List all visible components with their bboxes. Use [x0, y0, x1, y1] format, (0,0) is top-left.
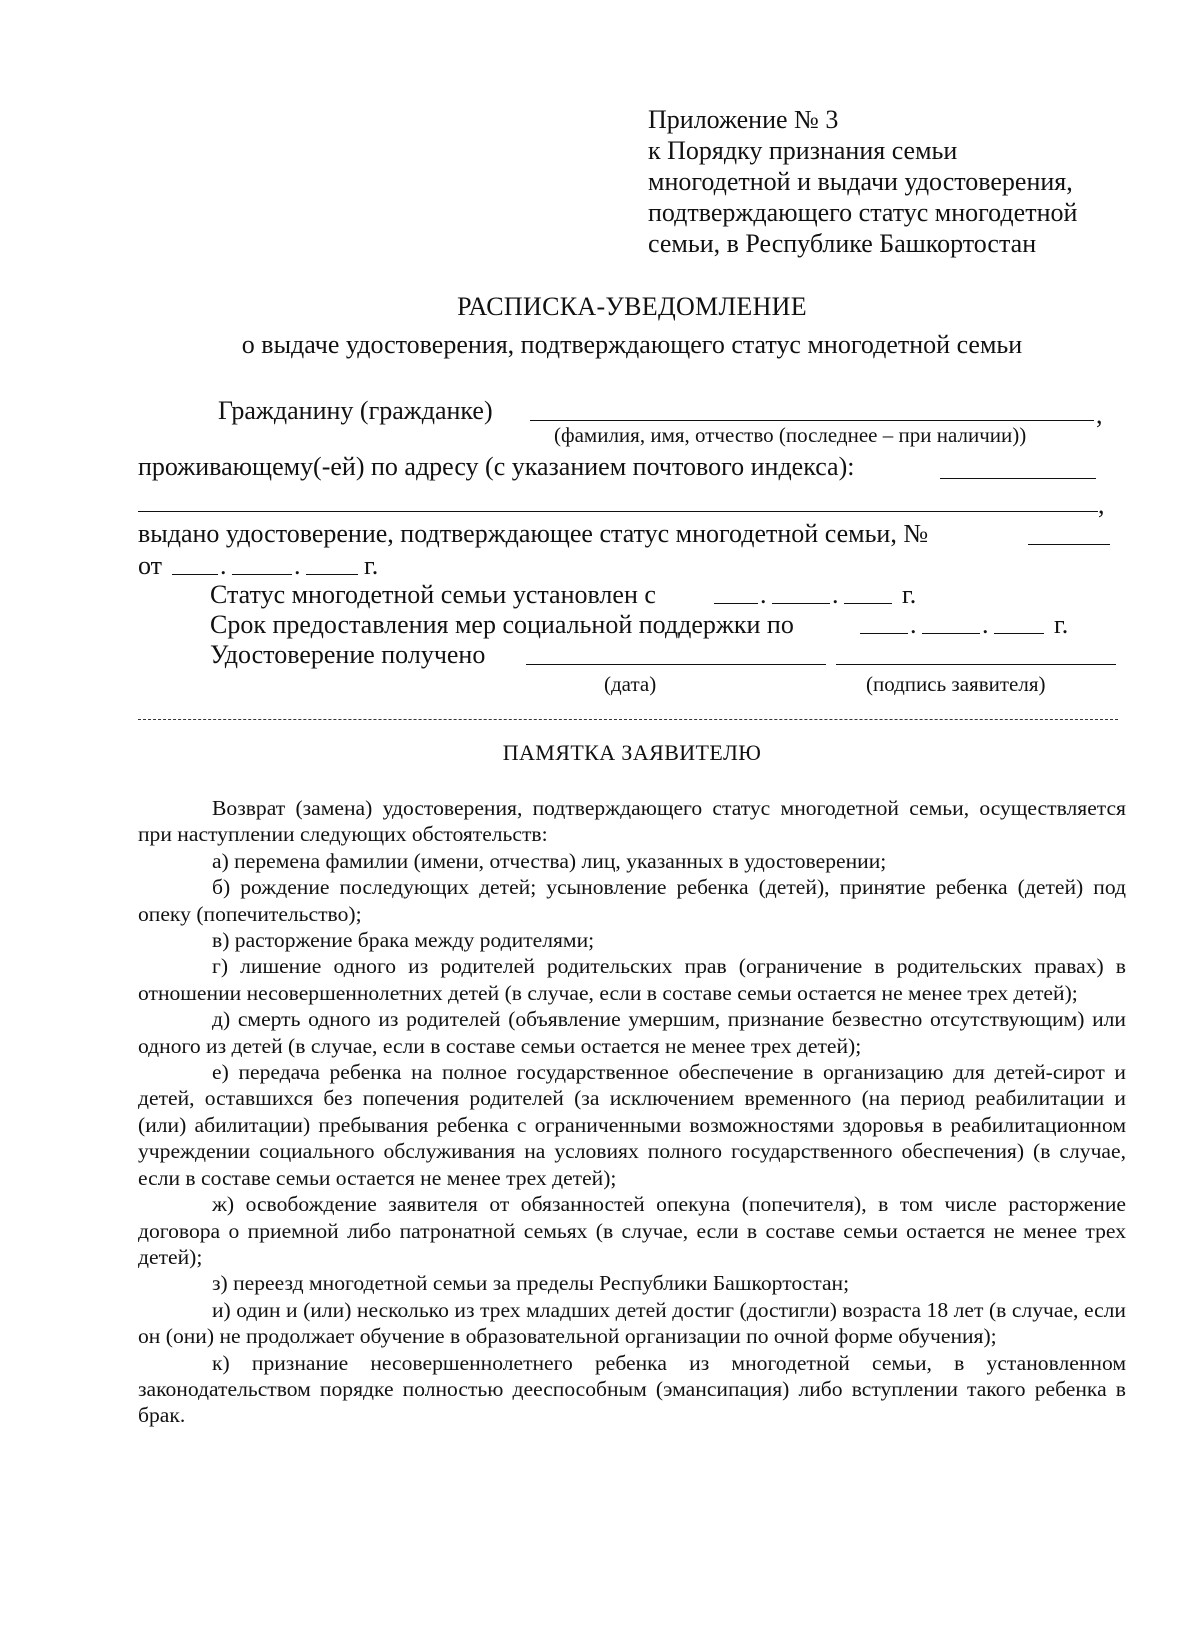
memo-item: з) переезд многодетной семьи за пределы Республики Башкортостан;	[212, 1271, 850, 1296]
date-separator: .	[220, 551, 227, 580]
issue-month-field[interactable]	[232, 574, 292, 575]
appendix-line: подтверждающего статус многодетной	[648, 198, 1078, 227]
memo-item: в) расторжение брака между родителями;	[212, 928, 595, 953]
received-label: Удостоверение получено	[210, 640, 486, 669]
date-hint: (дата)	[604, 672, 657, 696]
appendix-line: многодетной и выдачи удостоверения,	[648, 167, 1073, 196]
signature-hint: (подпись заявителя)	[866, 672, 1046, 696]
issued-label: выдано удостоверение, подтверждающее статус многодетной семьи, №	[138, 519, 929, 548]
comma: ,	[1096, 400, 1103, 429]
document-subtitle: о выдаче удостоверения, подтверждающего статус многодетной семьи	[241, 330, 1023, 359]
memo-item: б) рождение последующих детей; усыновление ребенка (детей), принятие ребенка (детей) под опеку (попечительство);	[138, 875, 1126, 926]
term-label: Срок предоставления мер социальной поддержки по	[210, 610, 794, 639]
citizen-label: Гражданину (гражданке)	[218, 396, 493, 425]
citizen-name-field[interactable]	[530, 420, 1094, 421]
date-separator: .	[982, 610, 989, 639]
issue-year-field[interactable]	[306, 574, 358, 575]
date-separator: .	[294, 551, 301, 580]
term-day-field[interactable]	[860, 633, 908, 634]
memo-body	[138, 795, 1126, 1429]
memo-item: д) смерть одного из родителей (объявление умершим, признание безвестно отсутствующим) или одного из детей (в случае, если в составе семьи остается не менее трех детей);	[138, 1007, 1126, 1058]
memo-item: и) один и (или) несколько из трех младших детей достиг (достигли) возраста 18 лет (в случае, если он (они) не продолжает обучение в образовательной организации по очной форме обучения);	[138, 1297, 1126, 1349]
from-label: от	[138, 551, 163, 580]
appendix-number: Приложение № 3	[648, 105, 839, 134]
appendix-line: семьи, в Республике Башкортостан	[648, 229, 1037, 258]
memo-item: ж) освобождение заявителя от обязанностей опекуна (попечителя), в том числе расторжение договора о приемной либо патронатной семьях (в случае, если в составе семьи остается не менее трех детей);	[138, 1192, 1126, 1269]
date-separator: .	[832, 580, 839, 609]
year-suffix: г.	[902, 580, 917, 609]
appendix-header	[648, 104, 1148, 259]
date-separator: .	[760, 580, 767, 609]
document-title: РАСПИСКА-УВЕДОМЛЕНИЕ	[457, 292, 807, 321]
issue-day-field[interactable]	[172, 574, 218, 575]
year-suffix: г.	[364, 551, 379, 580]
comma: ,	[1098, 490, 1105, 519]
address-field[interactable]	[940, 478, 1096, 479]
date-separator: .	[910, 610, 917, 639]
memo-item: к) признание несовершеннолетнего ребенка из многодетной семьи, в установленном законодательством порядке полностью дееспособным (эмансипация) либо вступлении такого ребенка в брак.	[138, 1350, 1126, 1428]
memo-item: г) лишение одного из родителей родительских прав (ограничение в родительских правах) в отношении несовершеннолетних детей (в случае, если в составе семьи остается не менее трех детей);	[138, 954, 1126, 1005]
status-month-field[interactable]	[772, 603, 830, 604]
certificate-number-field[interactable]	[1028, 544, 1110, 545]
appendix-line: к Порядку признания семьи	[648, 136, 958, 165]
year-suffix: г.	[1054, 610, 1069, 639]
cut-line-divider	[138, 719, 1118, 720]
status-year-field[interactable]	[844, 603, 892, 604]
memo-intro: Возврат (замена) удостоверения, подтверждающего статус многодетной семьи, осуществляется при наступлении следующих обстоятельств:	[138, 796, 1126, 847]
status-label: Статус многодетной семьи установлен с	[210, 580, 656, 609]
memo-item: е) передача ребенка на полное государственное обеспечение в организацию для детей-сирот и детей, оставшихся без попечения родителей (за исключением временного (на период реабилитации и (или) абилитации) пребывания ребенка с ограниченными возможностями здоровья в реабилитационном учреждении социального обслуживания на условиях полного государственного обеспечения) (в случае, если в составе семьи остается не менее трех детей);	[138, 1060, 1126, 1190]
status-day-field[interactable]	[714, 603, 758, 604]
term-year-field[interactable]	[994, 633, 1044, 634]
address-label: проживающему(-ей) по адресу (с указанием почтового индекса):	[138, 452, 855, 481]
memo-title: ПАМЯТКА ЗАЯВИТЕЛЮ	[502, 740, 762, 765]
term-month-field[interactable]	[922, 633, 980, 634]
citizen-name-hint: (фамилия, имя, отчество (последнее – при наличии))	[554, 423, 1027, 447]
applicant-signature-field[interactable]	[836, 664, 1116, 665]
received-date-field[interactable]	[526, 664, 826, 665]
memo-item: а) перемена фамилии (имени, отчества) лиц, указанных в удостоверении;	[212, 848, 887, 873]
address-field-continued[interactable]	[138, 511, 1098, 512]
